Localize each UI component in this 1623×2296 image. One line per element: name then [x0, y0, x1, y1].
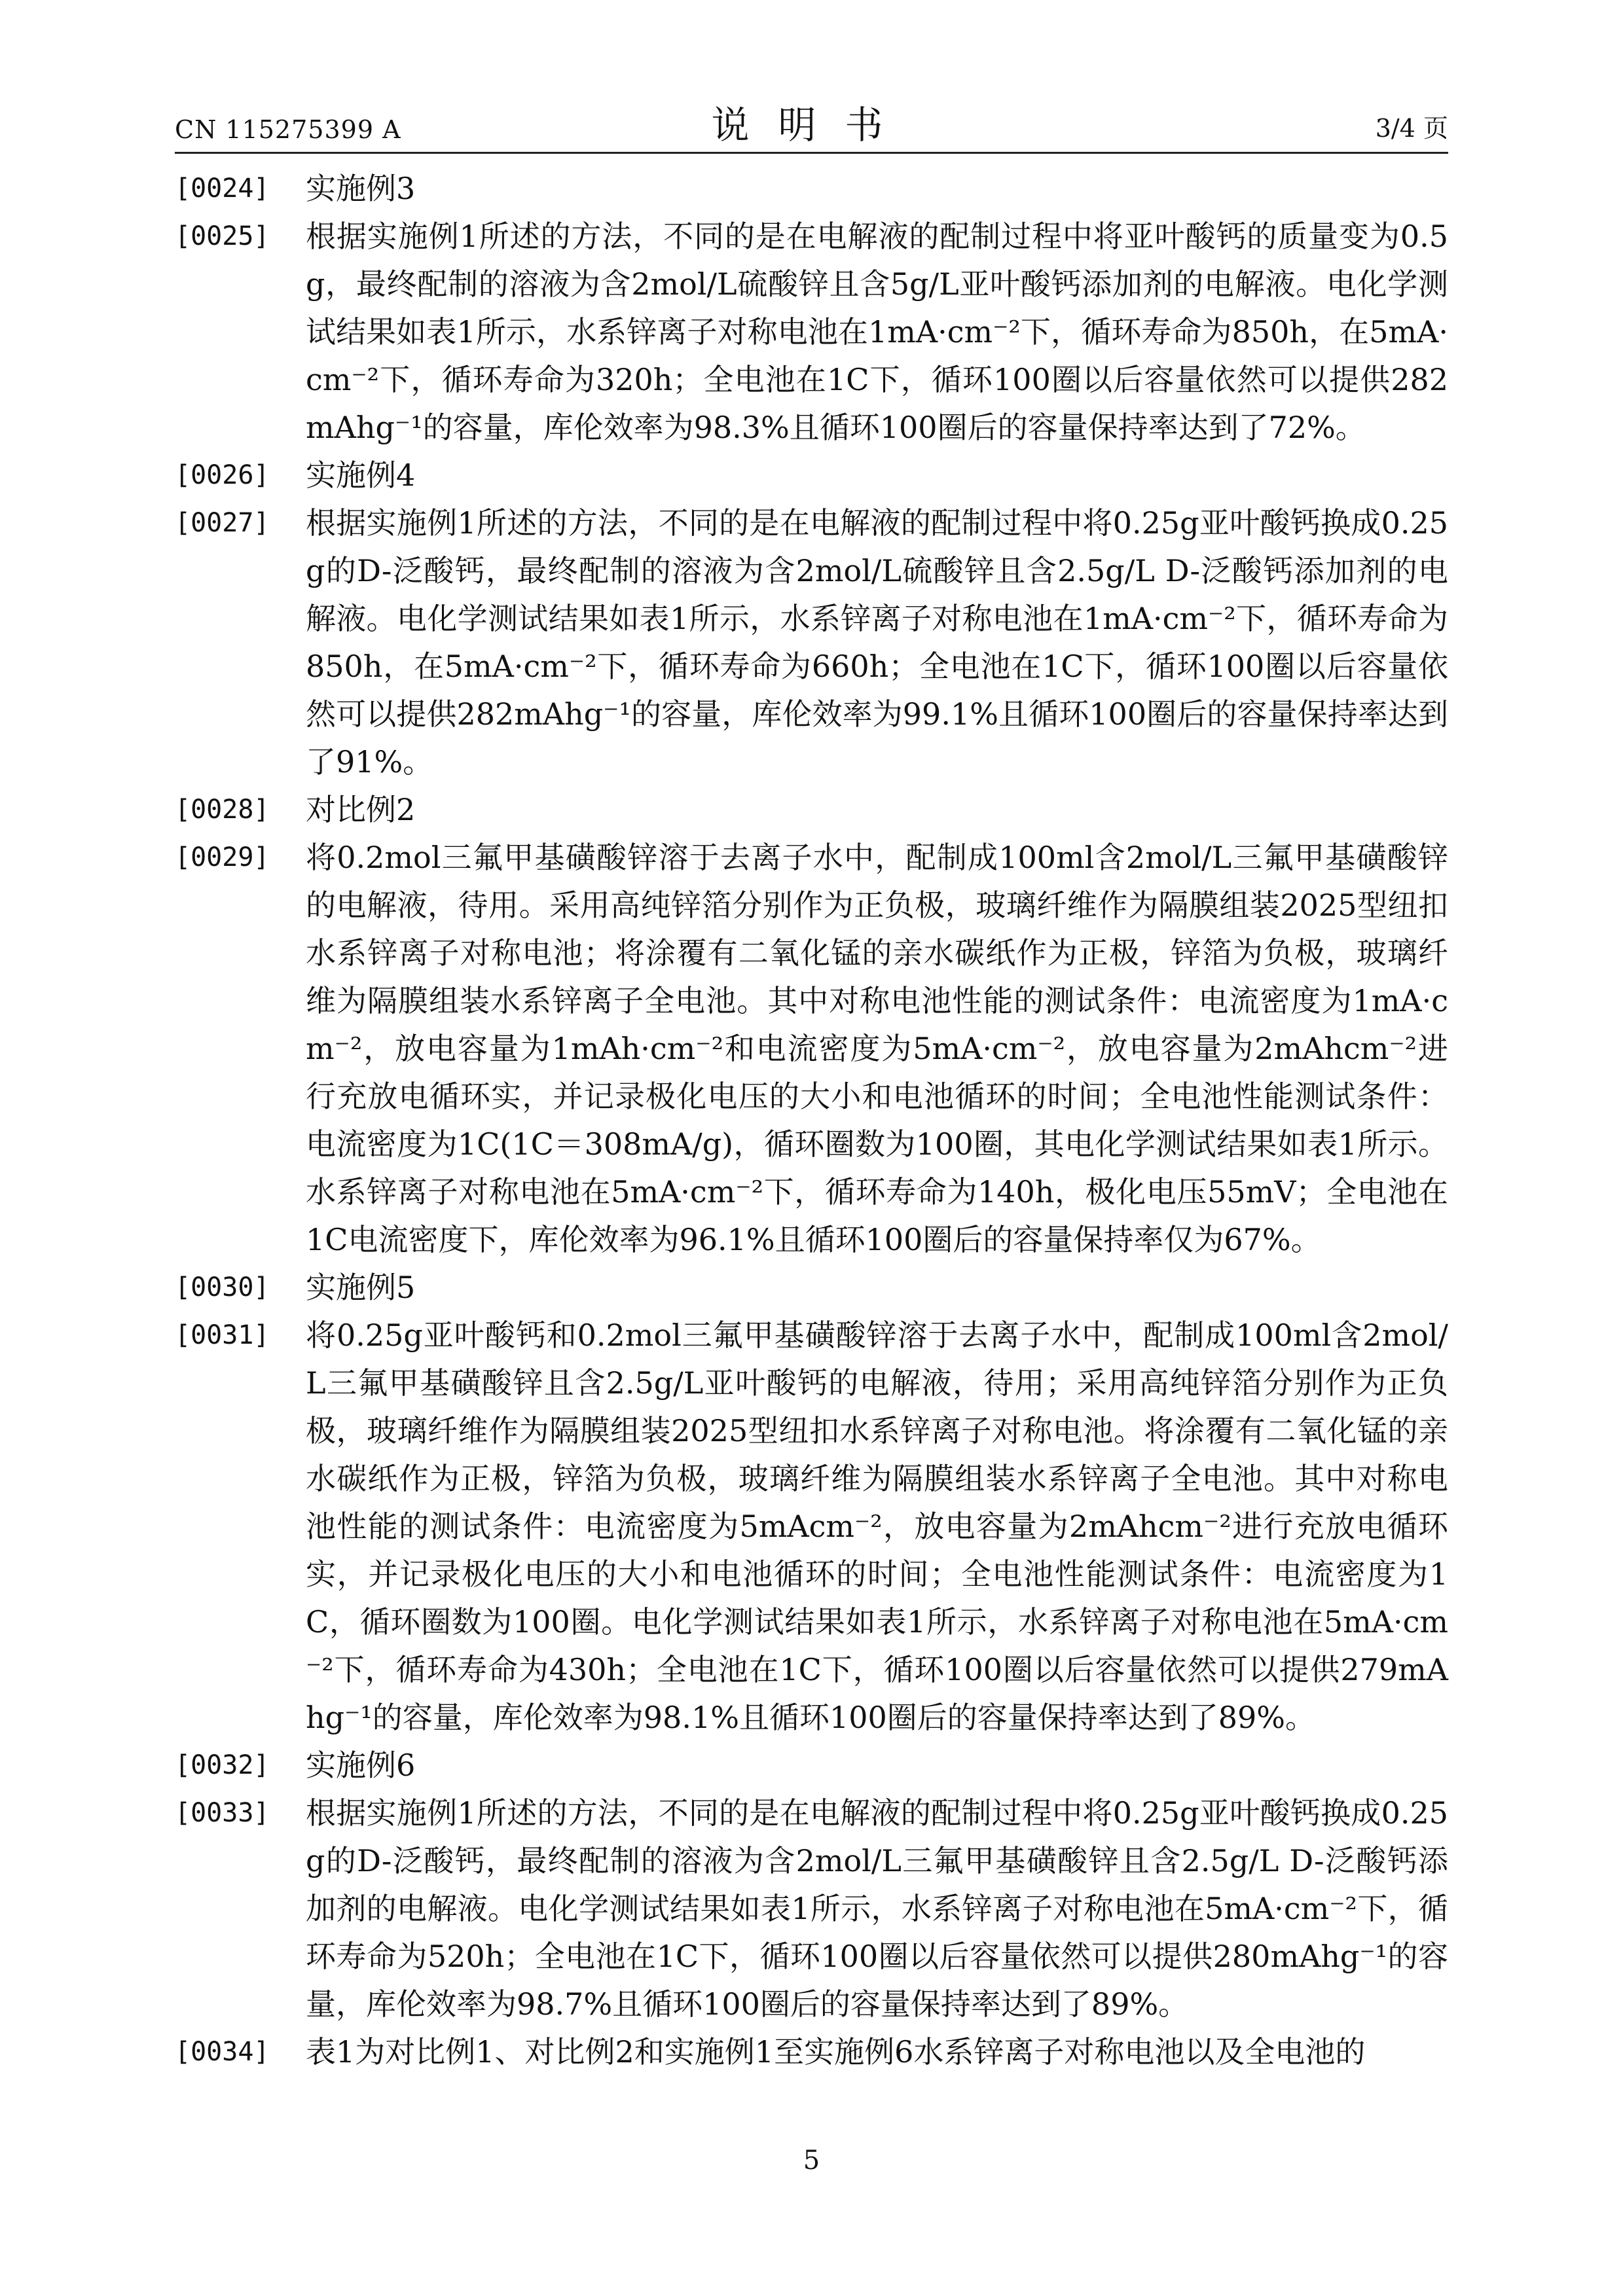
- paragraph-number: [0033]: [175, 1798, 270, 1828]
- paragraph-number: [0030]: [175, 1272, 270, 1302]
- paragraph-number: [0027]: [175, 508, 270, 538]
- paragraph-text: 根据实施例1所述的方法，不同的是在电解液的配制过程中将亚叶酸钙的质量变为0.5g，最终配制的溶液为含2mol/L硫酸锌且含5g/L亚叶酸钙添加剂的电解液。电化学测试结果如表1所示，水系锌离子对称电池在1mA·cm⁻²下，循环寿命为850h，在5mA·cm⁻²下，循环寿命为320h；全电池在1C下，循环100圈以后容量依然可以提供282mAhg⁻¹的容量，库伦效率为98.3%且循环100圈后的容量保持率达到了72%。: [306, 219, 1448, 445]
- paragraph: [175, 1312, 1448, 1742]
- paragraph: [175, 786, 1448, 834]
- paragraph-text: 表1为对比例1、对比例2和实施例1至实施例6水系锌离子对称电池以及全电池的: [306, 2034, 1366, 2070]
- paragraph-text: 根据实施例1所述的方法，不同的是在电解液的配制过程中将0.25g亚叶酸钙换成0.25g的D-泛酸钙，最终配制的溶液为含2mol/L硫酸锌且含2.5g/L D-泛酸钙添加剂的电解液。电化学测试结果如表1所示，水系锌离子对称电池在1mA·cm⁻²下，循环寿命为850h，在5mA·cm⁻²下，循环寿命为660h；全电池在1C下，循环100圈以后容量依然可以提供282mAhg⁻¹的容量，库伦效率为99.1%且循环100圈后的容量保持率达到了91%。: [306, 505, 1448, 780]
- paragraph-number: [0029]: [175, 842, 270, 872]
- paragraph-number: [0032]: [175, 1750, 270, 1780]
- paragraph: [175, 1789, 1448, 2028]
- paragraph: [175, 1264, 1448, 1312]
- paragraph-text: 实施例4: [306, 457, 416, 493]
- paragraph: [175, 499, 1448, 786]
- paragraph-number: [0025]: [175, 221, 270, 251]
- page-header: [175, 97, 1448, 149]
- document-body: [175, 165, 1448, 2076]
- paragraph-number: [0031]: [175, 1320, 270, 1350]
- page-indicator: 3/4 页: [1375, 114, 1448, 143]
- paragraph-text: 实施例3: [306, 171, 416, 206]
- paragraph-text: 根据实施例1所述的方法，不同的是在电解液的配制过程中将0.25g亚叶酸钙换成0.25g的D-泛酸钙，最终配制的溶液为含2mol/L三氟甲基磺酸锌且含2.5g/L D-泛酸钙添加剂的电解液。电化学测试结果如表1所示，水系锌离子对称电池在5mA·cm⁻²下，循环寿命为520h；全电池在1C下，循环100圈以后容量依然可以提供280mAhg⁻¹的容量，库伦效率为98.7%且循环100圈后的容量保持率达到了89%。: [306, 1795, 1448, 2022]
- paragraph-text: 对比例2: [306, 792, 416, 827]
- paragraph: [175, 834, 1448, 1264]
- paragraph-number: [0028]: [175, 795, 270, 825]
- paragraph: [175, 452, 1448, 499]
- header-rule: [175, 152, 1448, 154]
- paragraph: [175, 2028, 1448, 2076]
- paragraph-text: 将0.25g亚叶酸钙和0.2mol三氟甲基磺酸锌溶于去离子水中，配制成100ml含2mol/L三氟甲基磺酸锌且含2.5g/L亚叶酸钙的电解液，待用；采用高纯锌箔分别作为正负极，玻璃纤维作为隔膜组装2025型纽扣水系锌离子对称电池。将涂覆有二氧化锰的亲水碳纸作为正极，锌箔为负极，玻璃纤维为隔膜组装水系锌离子全电池。其中对称电池性能的测试条件：电流密度为5mAcm⁻²，放电容量为2mAhcm⁻²进行充放电循环实，并记录极化电压的大小和电池循环的时间；全电池性能测试条件：电流密度为1C，循环圈数为100圈。电化学测试结果如表1所示，水系锌离子对称电池在5mA·cm⁻²下，循环寿命为430h；全电池在1C下，循环100圈以后容量依然可以提供279mAhg⁻¹的容量，库伦效率为98.1%且循环100圈后的容量保持率达到了89%。: [306, 1318, 1448, 1735]
- document-title: 说明书: [711, 103, 912, 147]
- paragraph-number: [0034]: [175, 2037, 270, 2067]
- paragraph-text: 实施例6: [306, 1748, 416, 1783]
- page-number: 5: [803, 2145, 820, 2176]
- patent-number: CN 115275399 A: [175, 115, 401, 144]
- paragraph: [175, 165, 1448, 213]
- paragraph: [175, 213, 1448, 452]
- paragraph-text: 实施例5: [306, 1270, 416, 1305]
- paragraph-number: [0026]: [175, 460, 270, 490]
- paragraph-text: 将0.2mol三氟甲基磺酸锌溶于去离子水中，配制成100ml含2mol/L三氟甲基磺酸锌的电解液，待用。采用高纯锌箔分别作为正负极，玻璃纤维作为隔膜组装2025型纽扣水系锌离子对称电池；将涂覆有二氧化锰的亲水碳纸作为正极，锌箔为负极，玻璃纤维为隔膜组装水系锌离子全电池。其中对称电池性能的测试条件：电流密度为1mA·cm⁻²，放电容量为1mAh·cm⁻²和电流密度为5mA·cm⁻²，放电容量为2mAhcm⁻²进行充放电循环实，并记录极化电压的大小和电池循环的时间；全电池性能测试条件：电流密度为1C(1C＝308mA/g)，循环圈数为100圈，其电化学测试结果如表1所示。水系锌离子对称电池在5mA·cm⁻²下，循环寿命为140h，极化电压55mV；全电池在1C电流密度下，库伦效率为96.1%且循环100圈后的容量保持率仅为67%。: [306, 840, 1448, 1257]
- paragraph-number: [0024]: [175, 173, 270, 204]
- paragraph: [175, 1742, 1448, 1789]
